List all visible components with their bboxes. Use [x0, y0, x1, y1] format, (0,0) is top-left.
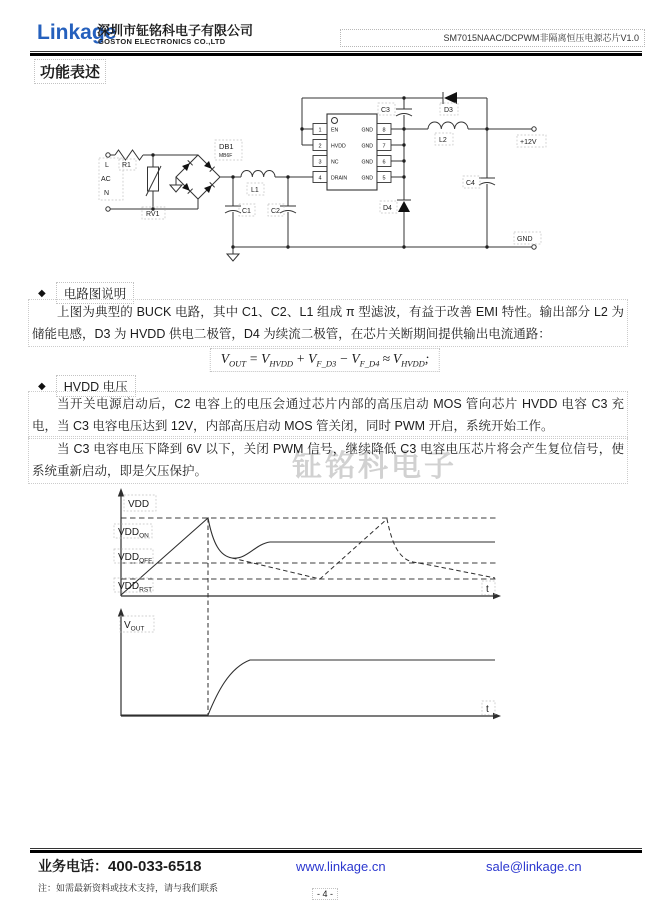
ground-icon: [227, 254, 239, 261]
header-rule: [30, 51, 642, 56]
label-c1: C1: [242, 208, 251, 215]
label-r1: R1: [122, 162, 131, 169]
doc-title-box: SM7015NAAC/DCPWM非隔离恒压电源芯片V1.0: [340, 29, 645, 47]
diamond-bullet-icon: ◆: [38, 380, 46, 392]
vdd-off-sub: OFF: [139, 557, 153, 565]
vout-axis-sub: OUT: [130, 625, 145, 633]
bridge-rectifier-db1: [170, 140, 242, 199]
axis-arrow-icon: [118, 488, 124, 497]
label-l: L: [105, 162, 109, 169]
pin-name-hvdd: HVDD: [331, 143, 346, 150]
pin-number: 1: [318, 127, 322, 134]
label-c3: C3: [381, 107, 390, 114]
capacitor-c4: [479, 129, 495, 247]
ground-icon: [170, 185, 182, 192]
pin-number: 3: [318, 159, 322, 166]
capacitor-c3: [396, 98, 412, 200]
vdd-dashed-trace: [232, 519, 495, 579]
svg-text:VOUT: [124, 620, 144, 633]
terminal-12v: [532, 127, 536, 131]
inductor-l1: [241, 170, 275, 177]
email-link[interactable]: sale@linkage.cn: [486, 859, 582, 874]
diode-d3: [443, 92, 457, 104]
label-ac: AC: [101, 176, 111, 183]
vdd-solid-trace: [121, 518, 495, 595]
vdd-on-label: VDD: [118, 527, 140, 538]
svg-text:VDDRST: [118, 581, 152, 594]
vdd-rst-sub: RST: [139, 586, 153, 594]
label-n: N: [104, 190, 110, 197]
vout-waveform: [118, 608, 501, 719]
pin-number: 4: [318, 175, 322, 182]
pin-name-gnd: GND: [361, 175, 373, 182]
pin-number: 8: [382, 127, 386, 134]
pin-number: 5: [382, 175, 386, 182]
pin-name-gnd: GND: [361, 143, 373, 150]
formula-sub: F_D4: [359, 358, 380, 369]
timing-waveforms: [100, 485, 515, 725]
buck-schematic: [96, 88, 551, 270]
axis-arrow-icon: [493, 713, 501, 719]
label-d3: D3: [444, 107, 453, 114]
vout-formula: [210, 348, 440, 372]
formula-op: +: [296, 351, 306, 366]
label-12v: +12V: [520, 139, 537, 146]
formula-var: V: [220, 351, 230, 366]
label-db1-part: MB6F: [219, 153, 233, 159]
vdd-on-sub: ON: [139, 532, 149, 540]
section-heading: HVDD 电压: [56, 375, 136, 397]
vout-solid-trace: [121, 660, 495, 715]
label-d4: D4: [383, 205, 392, 212]
pin-number: 6: [382, 159, 386, 166]
label-rv1: RV1: [146, 211, 160, 218]
business-phone: [38, 856, 201, 876]
linkage-logo: Linkage: [37, 21, 117, 44]
pin-name-nc: NC: [331, 159, 339, 166]
page-number: - 4 -: [312, 888, 338, 900]
pin-number: 7: [382, 143, 386, 150]
axis-arrow-icon: [493, 593, 501, 599]
label-gnd: GND: [517, 236, 533, 243]
website-link[interactable]: www.linkage.cn: [296, 859, 386, 874]
formula-var: V: [261, 351, 270, 366]
paragraph-circuit: 上图为典型的 BUCK 电路，其中 C1、C2、L1 组成 π 型滤波，有益于改善 EMI 特性。输出部分 L2 为储能电感，D3 为 HVDD 供电二极管，D4 为续流二极管，在芯片关断期间提供输出电流通路：: [28, 299, 628, 347]
axis-arrow-icon: [118, 608, 124, 617]
diode-d4: [397, 200, 411, 247]
capacitor-c1: [225, 177, 241, 247]
formula-sub: HVDD: [401, 358, 425, 369]
paragraph-startup: 当开关电源启动后，C2 电容上的电压会通过芯片内部的高压启动 MOS 管向芯片 HVDD 电容 C3 充电，当 C3 电容电压达到 12V，内部高压启动 MOS 管关闭，同时 PWM 开启，系统开始工作。: [28, 391, 628, 439]
diamond-bullet-icon: ◆: [38, 287, 46, 299]
vdd-waveform: [114, 488, 501, 716]
label-c4: C4: [466, 180, 475, 187]
page-title: 功能表述: [34, 59, 106, 84]
formula-sub: HVDD: [269, 358, 294, 369]
footer-note: 注：如需最新资料或技术支持，请与我们联系: [38, 883, 219, 893]
pin-name-gnd: GND: [361, 127, 373, 134]
formula-var: V: [351, 351, 360, 366]
vdd-rst-label: VDD: [118, 581, 140, 592]
terminal-l: [106, 153, 110, 157]
formula-var: V: [392, 351, 402, 366]
svg-text:VDDON: [118, 527, 149, 540]
vdd-axis-label: VDD: [128, 499, 150, 510]
svg-text:VDDOFF: [118, 552, 152, 565]
company-name-en: GOSTON ELECTRONICS CO.,LTD: [98, 37, 226, 46]
formula-op: ≈: [382, 351, 390, 366]
terminal-n: [106, 207, 110, 211]
vout-axis-label: V: [124, 620, 131, 631]
label-l2: L2: [439, 137, 447, 144]
inductor-l2: [428, 122, 468, 129]
formula-op: −: [339, 351, 349, 366]
capacitor-c2: [280, 177, 296, 247]
varistor-rv1: [146, 155, 161, 209]
pin-name-gnd: GND: [361, 159, 373, 166]
footer-rule: [30, 848, 642, 853]
company-name-cn: 深圳市钲铭科电子有限公司: [97, 23, 254, 38]
formula-var: V: [308, 351, 317, 366]
pin-name-drain: DRAIN: [331, 175, 348, 182]
phone-number: 400-033-6518: [108, 858, 202, 875]
section-heading: 电路图说明: [56, 282, 135, 304]
time-axis-label: t: [486, 584, 489, 595]
formula-sub: OUT: [229, 358, 247, 369]
resistor-r1: [115, 150, 143, 160]
formula-end: ;: [424, 351, 430, 366]
formula-op: =: [249, 351, 259, 366]
pin-number: 2: [318, 143, 322, 150]
formula-sub: F_D3: [316, 358, 337, 369]
label-c2: C2: [271, 208, 280, 215]
paragraph-uvlo: 当 C3 电容电压下降到 6V 以下，关闭 PWM 信号，继续降低 C3 电容电压芯片将会产生复位信号，使系统重新启动，即是欠压保护。: [28, 436, 628, 484]
phone-label: 业务电话：: [38, 858, 108, 874]
pin-name-en: EN: [331, 127, 339, 134]
watermark: 钲铭科电子: [292, 450, 457, 483]
terminal-gnd: [532, 245, 536, 249]
time-axis-label: t: [486, 704, 489, 715]
vdd-off-label: VDD: [118, 552, 140, 563]
label-l1: L1: [251, 187, 259, 194]
label-db1: DB1: [219, 142, 234, 151]
